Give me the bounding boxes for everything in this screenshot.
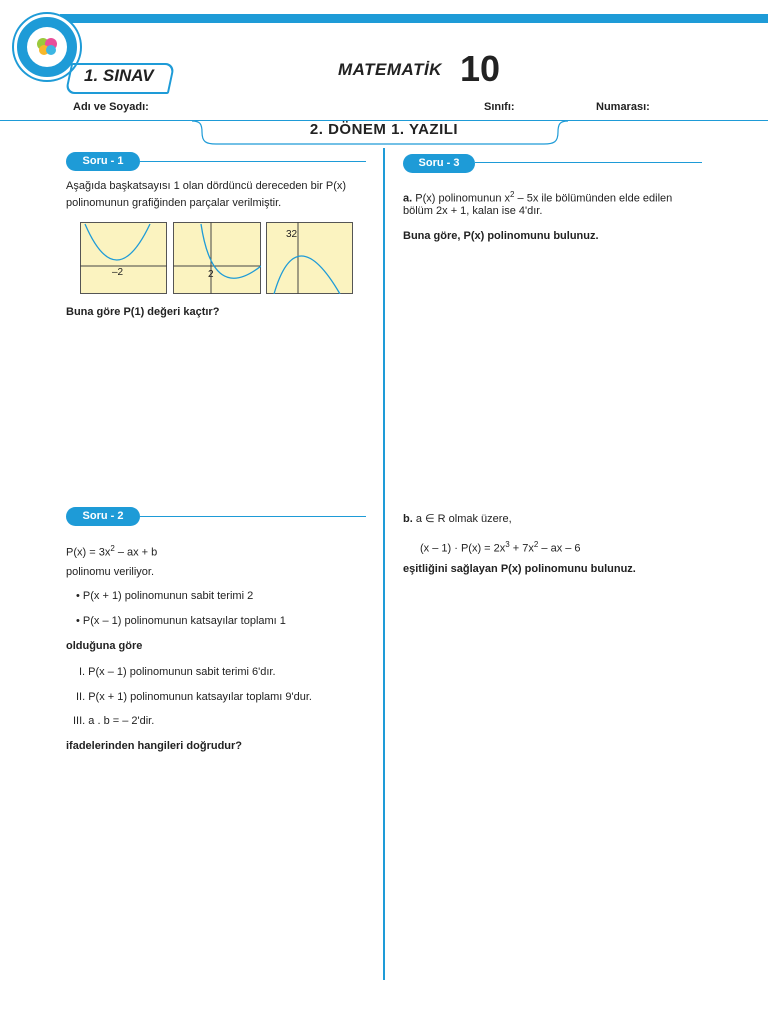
- question-2-statement-3: III. a . b = – 2'dir.: [73, 715, 155, 727]
- question-1-text-line1: Aşağıda başkatsayısı 1 olan dördüncü dereceden bir P(x): [66, 180, 347, 192]
- question-2-prompt: ifadelerinden hangileri doğrudur?: [66, 740, 243, 752]
- subject-title: MATEMATİK: [338, 60, 442, 79]
- exam-badge: 1. SINAV: [84, 66, 154, 85]
- question-2-statement-2: II. P(x + 1) polinomunun katsayılar toplamı 9'dur.: [76, 691, 312, 703]
- question-3b-equation: $(x - 1) \cdot P(x) = 2x^3 + 7x^2$ – ax – 6: [420, 540, 581, 555]
- grade-number: 10: [460, 48, 501, 89]
- question-2-rule: [140, 516, 366, 517]
- question-3b-intro: b. a ∈ R olmak üzere,: [403, 513, 512, 525]
- graph-part-3: [266, 222, 353, 294]
- question-3a-text-line1: a. P(x) polinomunun $x^2 - 5x$ ile bölümünden elde edilen: [403, 190, 673, 205]
- question-2-condition: olduğuna göre: [66, 640, 143, 652]
- question-2-badge: Soru - 2: [66, 507, 140, 526]
- question-1-rule: [140, 161, 366, 162]
- section-title: 2. DÖNEM 1. YAZILI: [309, 121, 459, 138]
- column-divider: [383, 148, 385, 980]
- graph-2-label: 2: [208, 269, 214, 280]
- name-field-label: Adı ve Soyadı:: [73, 101, 149, 113]
- question-3-rule: [475, 162, 702, 163]
- graph-part-2: [173, 222, 261, 294]
- top-accent-bar: [60, 14, 768, 23]
- question-1-text-line2: polinomunun grafiğinden parçalar verilmiştir.: [66, 197, 282, 209]
- graph-part-1: [80, 222, 167, 294]
- question-3-badge: Soru - 3: [403, 154, 475, 173]
- brain-icon: [36, 36, 58, 56]
- question-2-polynomial: $P(x) = 3x^2$ – ax + b: [66, 544, 158, 559]
- question-3a-text-line2: bölüm 2x + 1, kalan ise 4'dır.: [403, 205, 543, 217]
- question-2-statement-1: I. P(x – 1) polinomunun sabit terimi 6'dır.: [79, 666, 276, 678]
- number-field-label: Numarası:: [596, 101, 650, 113]
- question-3a-prompt: Buna göre, P(x) polinomunu bulunuz.: [403, 230, 599, 242]
- question-2-given: polinomu veriliyor.: [66, 566, 155, 578]
- question-3b-prompt: eşitliğini sağlayan P(x) polinomunu bulunuz.: [403, 563, 636, 575]
- question-2-bullet-2: • P(x – 1) polinomunun katsayılar toplamı 1: [76, 615, 286, 627]
- graph-3-label: 32: [286, 229, 298, 240]
- graph-1-label: –2: [112, 267, 124, 278]
- question-1-prompt: Buna göre P(1) değeri kaçtır?: [66, 306, 220, 318]
- question-2-bullet-1: • P(x + 1) polinomunun sabit terimi 2: [76, 590, 254, 602]
- class-field-label: Sınıfı:: [484, 101, 515, 113]
- question-1-badge: Soru - 1: [66, 152, 140, 171]
